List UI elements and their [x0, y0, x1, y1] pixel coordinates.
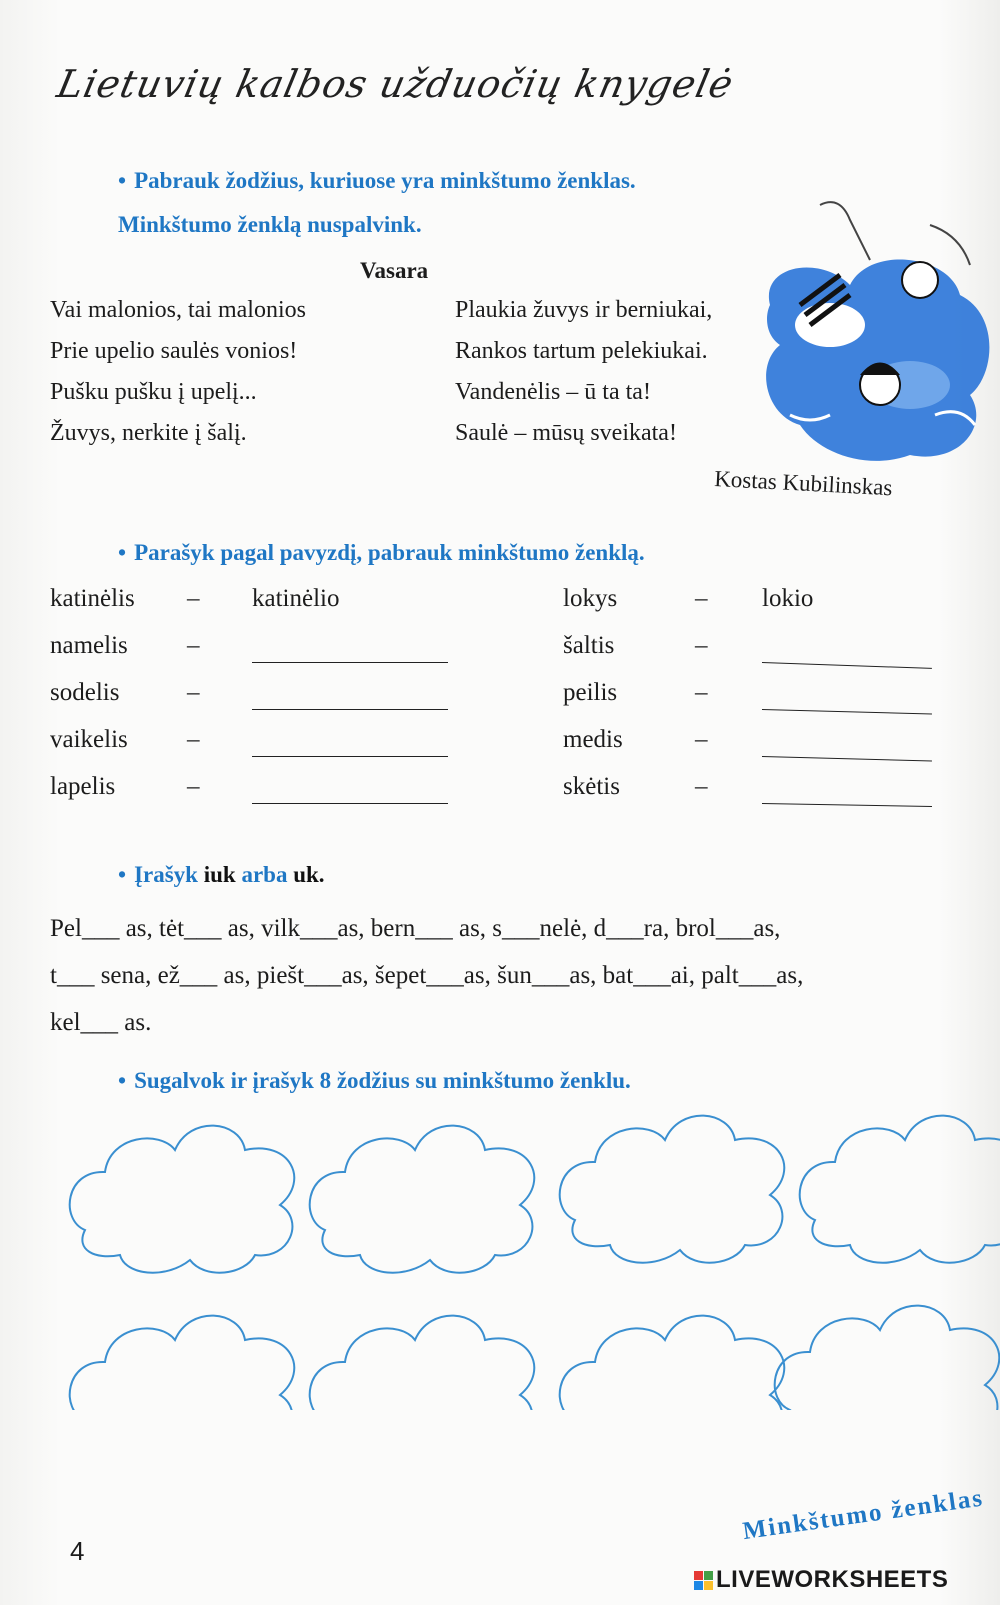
- poem-line: Prie upelio saulės vonios!: [50, 338, 298, 364]
- poem-line: Plaukia žuvys ir berniukai,: [455, 297, 713, 323]
- cloud-7[interactable]: [560, 1316, 785, 1410]
- left-answer-line[interactable]: [252, 662, 448, 663]
- table-row: [0, 773, 1000, 813]
- dash: –: [695, 726, 708, 753]
- poem-line: Žuvys, nerkite į šalį.: [50, 420, 247, 446]
- bullet-icon: •: [118, 862, 127, 887]
- page-number: 4: [70, 1536, 85, 1566]
- bullet-icon: •: [118, 540, 127, 565]
- fill-line[interactable]: Pel___ as, tėt___ as, vilk___as, bern___ as, s___nelė, d___ra, brol___as,: [50, 915, 781, 942]
- poem-column-2: [455, 290, 712, 454]
- table-row: [0, 632, 1000, 672]
- poem-author: Kostas Kubilinskas: [713, 466, 894, 501]
- cloud-8[interactable]: [775, 1306, 1000, 1410]
- bullet-icon: •: [118, 168, 127, 193]
- fill-line[interactable]: kel___ as.: [50, 1009, 152, 1036]
- dash: –: [187, 773, 200, 800]
- dash: –: [695, 632, 708, 659]
- right-answer-line[interactable]: [762, 662, 932, 669]
- left-word: sodelis: [50, 679, 120, 706]
- task4-instruction: • Sugalvok ir įrašyk 8 žodžius su minkštumo ženklu.: [118, 1068, 631, 1093]
- dash: –: [695, 679, 708, 706]
- book-title: Lietuvių kalbos užduočių knygelė: [53, 62, 738, 106]
- left-word: lapelis: [50, 773, 116, 800]
- right-answer-line[interactable]: [762, 709, 932, 714]
- task2-instruction: • Parašyk pagal pavyzdį, pabrauk minkštumo ženklą.: [118, 540, 645, 565]
- table-row: [0, 726, 1000, 766]
- cloud-4[interactable]: [800, 1116, 1000, 1263]
- right-word: šaltis: [563, 632, 615, 659]
- right-word: medis: [563, 726, 623, 753]
- poem-line: Pušku pušku į upelį...: [50, 379, 257, 405]
- poem-line: Vandenėlis – ū ta ta!: [455, 379, 651, 405]
- cloud-answer-area: [0, 1100, 1000, 1410]
- poem-title: Vasara: [360, 258, 429, 283]
- table-row: [0, 585, 1000, 625]
- fill-line[interactable]: t___ sena, ež___ as, piešt___as, šepet___as, šun___as, bat___ai, palt___as,: [50, 962, 804, 989]
- right-word: peilis: [563, 679, 618, 706]
- poem-column-1: [50, 290, 306, 454]
- poem-line: Rankos tartum pelekiukai.: [455, 338, 708, 364]
- cloud-2[interactable]: [310, 1126, 535, 1273]
- table-row: [0, 679, 1000, 719]
- dash: –: [187, 632, 200, 659]
- dash: –: [187, 679, 200, 706]
- left-answer-line[interactable]: [252, 756, 448, 757]
- swimming-children-illustration: [760, 185, 995, 475]
- poem-line: Vai malonios, tai malonios: [50, 297, 306, 323]
- cloud-3[interactable]: [560, 1116, 785, 1263]
- cloud-6[interactable]: [310, 1316, 535, 1410]
- section-topic: Minkštumo ženklas: [741, 1484, 986, 1546]
- cloud-1[interactable]: [70, 1126, 295, 1273]
- cloud-5[interactable]: [70, 1316, 295, 1410]
- right-answer-line[interactable]: [762, 803, 932, 807]
- right-word: skėtis: [563, 773, 620, 800]
- task1-instruction-line1: • Pabrauk žodžius, kuriuose yra minkštumo ženklas.: [118, 168, 636, 193]
- left-word: vaikelis: [50, 726, 128, 753]
- left-answer-line[interactable]: [252, 803, 448, 804]
- left-word: namelis: [50, 632, 128, 659]
- dash: –: [187, 585, 200, 612]
- bullet-icon: •: [118, 1068, 127, 1093]
- task1-instruction-line2: Minkštumo ženklą nuspalvink.: [118, 212, 422, 237]
- left-answer-line[interactable]: [252, 709, 448, 710]
- task3-instruction: • Įrašyk iuk arba uk.: [118, 862, 325, 887]
- right-answer: lokio: [762, 585, 814, 612]
- task3-fill-in-text[interactable]: [50, 905, 950, 1046]
- dash: –: [695, 585, 708, 612]
- poem-line: Saulė – mūsų sveikata!: [455, 420, 677, 446]
- left-word: katinėlis: [50, 585, 135, 612]
- dash: –: [187, 726, 200, 753]
- liveworksheets-logo-icon: [694, 1571, 713, 1590]
- left-answer: katinėlio: [252, 585, 340, 612]
- liveworksheets-watermark: LIVEWORKSHEETS: [694, 1566, 948, 1594]
- dash: –: [695, 773, 708, 800]
- right-word: lokys: [563, 585, 618, 612]
- right-answer-line[interactable]: [762, 756, 932, 761]
